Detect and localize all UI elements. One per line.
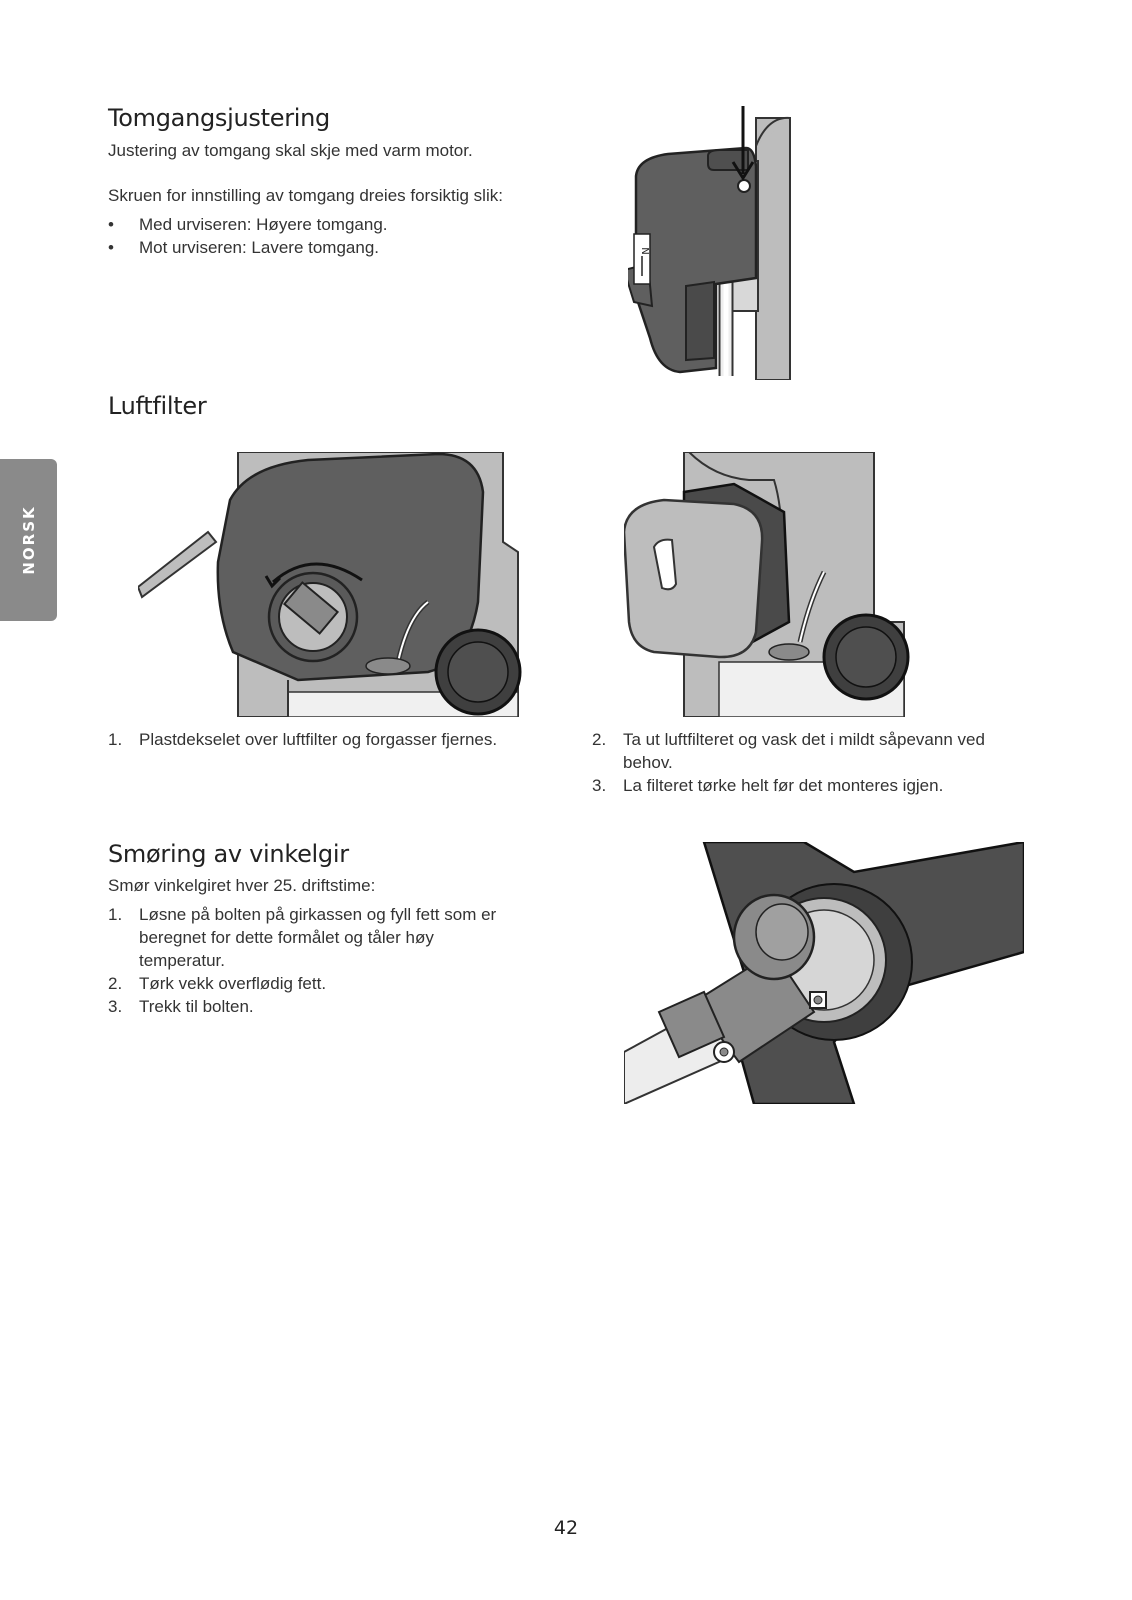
list-item: 3. Trekk til bolten. — [108, 997, 254, 1016]
svg-text:N: N — [639, 247, 650, 255]
smoring-steps — [108, 903, 516, 1018]
section-title-smoring: Smøring av vinkelgir — [108, 840, 349, 868]
luftfilter-steps-left — [108, 728, 548, 751]
filter-removal-illustration — [624, 452, 934, 717]
list-item: 1. Løsne på bolten på girkassen og fyll fett som er beregnet for dette formålet og tåler høy temperatur. — [108, 905, 497, 970]
page-number: 42 — [553, 1517, 579, 1539]
section-title-luftfilter: Luftfilter — [108, 392, 207, 420]
cover-removal-illustration — [138, 452, 538, 717]
language-tab — [0, 459, 57, 621]
luftfilter-steps-right — [592, 728, 992, 797]
idle-screw-illustration — [628, 106, 798, 380]
list-item: 2. Ta ut luftfilteret og vask det i mildt såpevann ved behov. — [592, 730, 985, 772]
list-item: 3. La filteret tørke helt før det monteres igjen. — [592, 776, 944, 795]
list-item: 2. Tørk vekk overflødig fett. — [108, 974, 327, 993]
tomgang-lead: Skruen for innstilling av tomgang dreies forsiktig slik: — [108, 186, 503, 205]
list-item: 1. Plastdekselet over luftfilter og forgasser fjernes. — [108, 730, 498, 749]
tomgang-intro: Justering av tomgang skal skje med varm motor. — [108, 141, 473, 160]
gearbox-illustration — [624, 842, 1024, 1104]
list-item: • Med urviseren: Høyere tomgang. — [108, 215, 388, 234]
section-title-tomgang: Tomgangsjustering — [108, 104, 330, 132]
tomgang-bullets — [108, 213, 528, 259]
smoring-intro: Smør vinkelgiret hver 25. driftstime: — [108, 876, 376, 895]
list-item: • Mot urviseren: Lavere tomgang. — [108, 238, 380, 257]
language-tab-label: NORSK — [19, 505, 38, 575]
